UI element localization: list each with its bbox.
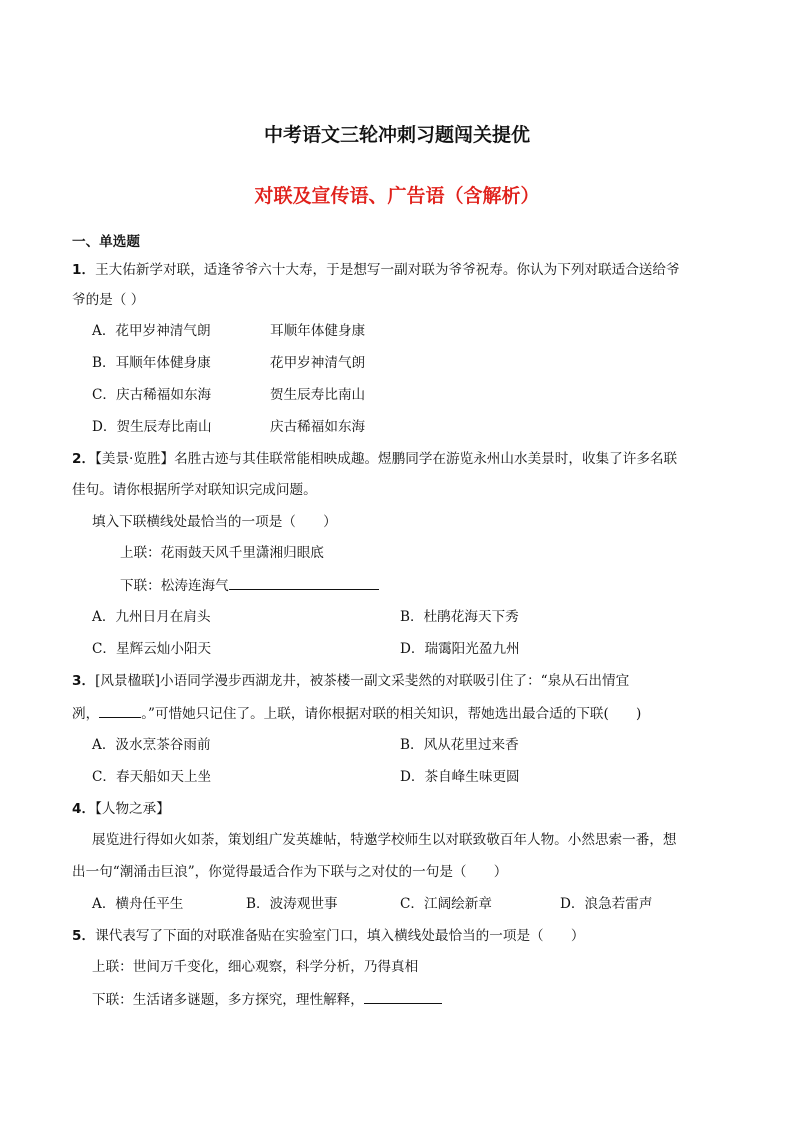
q1-option-b-pair: 花甲岁神清气朗 <box>270 355 366 371</box>
q1-option-d: D．贺生辰寿比南山 <box>92 419 212 435</box>
question-3-line-1 <box>72 671 629 691</box>
q1-option-b: B．耳顺年体健身康 <box>92 355 211 371</box>
answer-blank <box>229 575 379 590</box>
question-5-line-1 <box>72 926 584 946</box>
question-2-line-1 <box>72 449 677 469</box>
q1-option-a: A．花甲岁神清气朗 <box>92 323 211 339</box>
q4-option-d: D．浪急若雷声 <box>560 896 653 912</box>
q1-option-c: C．庆古稀福如东海 <box>92 387 212 403</box>
q3-text-b: 。”可惜她只记住了。上联，请你根据对联的相关知识，帮她选出最合适的下联( ) <box>141 706 642 722</box>
q3-text-a: 冽， <box>72 706 100 722</box>
q5-lower-text: 下联：生活诸多谜题，多方探究，理性解释， <box>92 992 364 1008</box>
q3-option-d: D．茶自峰生味更圆 <box>400 769 520 785</box>
q2-lower-couplet <box>120 575 379 596</box>
q3-option-a: A．汲水烹茶谷雨前 <box>92 737 211 753</box>
page-title: 中考语文三轮冲刺习题闯关提优 <box>263 124 530 146</box>
q5-lower-couplet <box>92 989 442 1010</box>
question-text: [风景楹联]小语同学漫步西湖龙井，被茶楼一副文采斐然的对联吸引住了：“泉从石出情宜 <box>95 673 630 689</box>
q4-option-a: A．横舟任平生 <box>92 896 184 912</box>
question-number: 2． <box>72 451 96 467</box>
answer-blank <box>99 703 141 718</box>
question-number: 5． <box>72 928 96 944</box>
section-heading: 一、单选题 <box>72 234 140 250</box>
question-4-line-3: 出一句“潮涌击巨浪”，你觉得最适合作为下联与之对仗的一句是（ ） <box>72 864 508 880</box>
q1-option-a-pair: 耳顺年体健身康 <box>270 323 366 339</box>
q2-option-a: A．九州日月在肩头 <box>92 609 211 625</box>
question-number: 3． <box>72 673 96 689</box>
question-1-line-1 <box>72 260 680 280</box>
question-text: 【美景·览胜】名胜古迹与其佳联常能相映成趣。煜鹏同学在游览永州山水美景时，收集了许多名联 <box>95 451 678 467</box>
q2-option-b: B．杜鹃花海天下秀 <box>400 609 519 625</box>
question-4-line-1 <box>72 799 170 819</box>
question-number: 1． <box>72 262 96 278</box>
question-text: 【人物之承】 <box>95 801 170 817</box>
question-1-line-2: 爷的是（ ） <box>72 292 145 308</box>
question-text: 课代表写了下面的对联准备贴在实验室门口，填入横线处最恰当的一项是（ ） <box>95 928 585 944</box>
q2-option-c: C．星辉云灿小阳天 <box>92 641 212 657</box>
question-3-line-2 <box>72 703 641 724</box>
q2-option-d: D．瑞霭阳光盈九州 <box>400 641 520 657</box>
q4-option-c: C．江阔绘新章 <box>400 896 492 912</box>
q3-option-c: C．春天船如天上坐 <box>92 769 212 785</box>
q2-upper-couplet: 上联：花雨鼓天风千里潇湘归眼底 <box>120 545 324 561</box>
q3-option-b: B．风从花里过来香 <box>400 737 519 753</box>
q4-option-b: B．波涛观世事 <box>246 896 338 912</box>
question-4-line-2: 展览进行得如火如荼，策划组广发英雄帖，特邀学校师生以对联致敬百年人物。小然思索一番，想 <box>92 832 677 848</box>
q2-lower-text: 下联：松涛连海气 <box>120 578 229 594</box>
question-number: 4． <box>72 801 96 817</box>
question-2-line-2: 佳句。请你根据所学对联知识完成问题。 <box>72 482 317 498</box>
page-subtitle: 对联及宣传语、广告语（含解析） <box>254 185 540 207</box>
answer-blank <box>364 989 442 1004</box>
q1-option-c-pair: 贺生辰寿比南山 <box>270 387 366 403</box>
q1-option-d-pair: 庆古稀福如东海 <box>270 419 366 435</box>
q5-upper-couplet: 上联：世间万千变化，细心观察，科学分析，乃得真相 <box>92 959 419 975</box>
question-text: 王大佑新学对联，适逢爷爷六十大寿，于是想写一副对联为爷爷祝寿。你认为下列对联适合送给爷 <box>95 262 680 278</box>
question-2-prompt: 填入下联横线处最恰当的一项是（ ） <box>92 514 337 530</box>
